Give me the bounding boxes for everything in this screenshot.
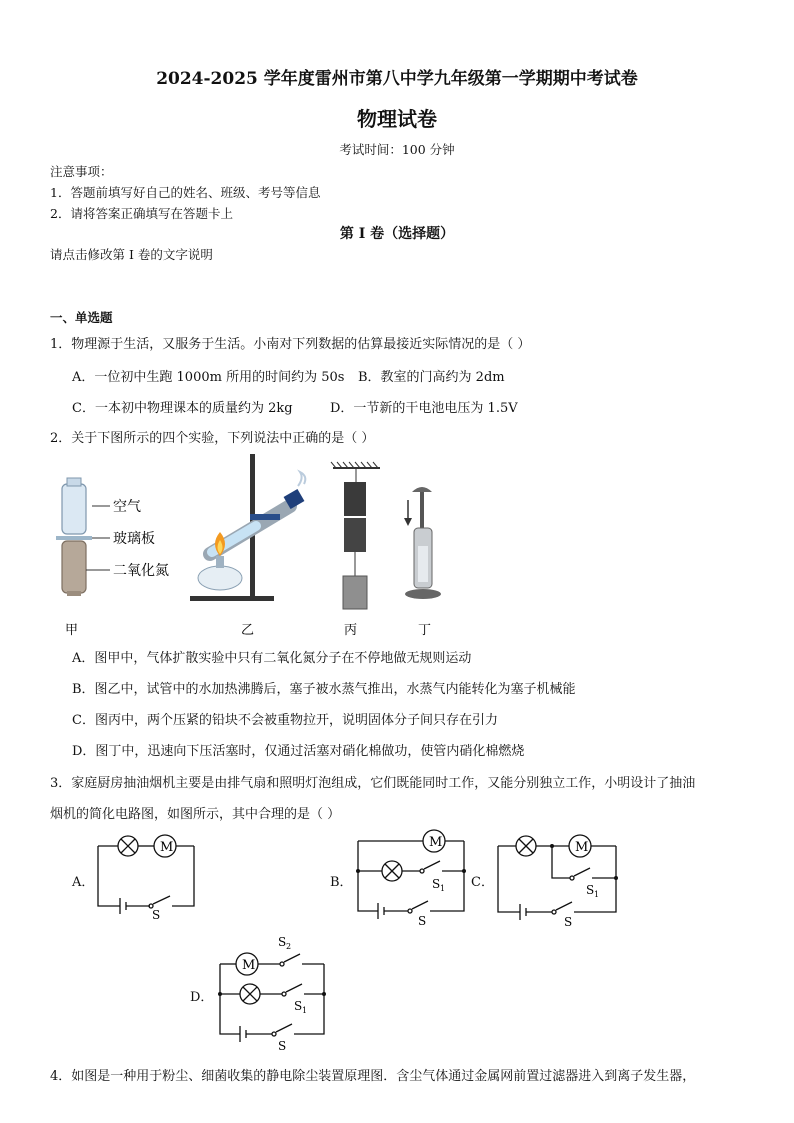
label-yi: 乙 <box>241 623 255 638</box>
q3-option-b-label: B． <box>330 875 353 890</box>
notes-item-2: 2．请将答案正确填写在答题卡上 <box>50 206 233 221</box>
switch-s2-subscript: 2 <box>286 942 292 951</box>
motor-label: M <box>575 840 589 855</box>
notes-heading: 注意事项： <box>50 164 113 179</box>
paper-title: 2024-2025 学年度雷州市第八中学九年级第一学期期中考试卷 <box>156 69 638 89</box>
q2-option-b: B．图乙中，试管中的水加热沸腾后，塞子被水蒸气推出，水蒸气内能转化为塞子机械能 <box>72 682 576 697</box>
q1-stem: 1．物理源于生活，又服务于生活。小南对下列数据的估算最接近实际情况的是（ ） <box>50 337 531 352</box>
label-ding: 丁 <box>418 623 432 638</box>
q3-option-d-label: D． <box>190 990 214 1005</box>
q2-option-d: D．图丁中，迅速向下压活塞时，仅通过活塞对硝化棉做功，使管内硝化棉燃烧 <box>72 744 525 759</box>
q1-option-b: B．教室的门高约为 2dm <box>358 370 505 385</box>
label-air: 空气 <box>113 499 141 515</box>
q3-stem-line1: 3．家庭厨房抽油烟机主要是由排气扇和照明灯泡组成，它们既能同时工作，又能分别独立工作，小明设计了抽油 <box>50 776 696 791</box>
section1-title: 一、单选题 <box>50 310 113 325</box>
switch-s1-label: S <box>586 883 595 897</box>
q3-stem-line2: 烟机的简化电路图，如图所示，其中合理的是（ ） <box>50 807 341 822</box>
label-jia: 甲 <box>65 623 79 638</box>
switch-s-label: S <box>418 914 427 925</box>
label-no2: 二氧化氮 <box>113 563 169 579</box>
q2-option-c: C．图丙中，两个压紧的铅块不会被重物拉开，说明固体分子间只存在引力 <box>72 713 498 728</box>
label-glass: 玻璃板 <box>113 531 155 547</box>
exam-time: 考试时间：100 分钟 <box>339 142 455 157</box>
switch-s1-label: S <box>432 877 441 891</box>
switch-s1-subscript: 1 <box>302 1006 308 1015</box>
part1-title: 第 I 卷（选择题） <box>339 226 455 242</box>
switch-s-label: S <box>278 1039 287 1053</box>
switch-s1-label: S <box>294 999 303 1013</box>
label-bing: 丙 <box>344 623 358 638</box>
motor-label: M <box>160 840 174 855</box>
diffusion-apparatus <box>56 478 169 596</box>
q2-experiments-figure <box>50 448 480 644</box>
q4-stem: 4．如图是一种用于粉尘、细菌收集的静电除尘装置原理图．含尘气体通过金属网前置过滤器进入到离子发生器， <box>50 1069 696 1084</box>
switch-s1-subscript: 1 <box>440 884 446 893</box>
part1-desc: 请点击修改第 I 卷的文字说明 <box>50 247 213 262</box>
q1-option-a: A．一位初中生跑 1000m 所用的时间约为 50s <box>72 370 345 385</box>
q3-option-c-label: C． <box>471 875 494 890</box>
circuit-d <box>210 930 335 1055</box>
notes-item-1: 1．答题前填写好自己的姓名、班级、考号等信息 <box>50 185 321 200</box>
q3-option-a-label: A． <box>72 875 95 890</box>
compression-apparatus <box>404 487 441 599</box>
switch-s-label: S <box>152 908 161 920</box>
q2-option-a: A．图甲中，气体扩散实验中只有二氧化氮分子在不停地做无规则运动 <box>72 651 472 666</box>
circuit-c <box>490 826 622 926</box>
lead-blocks-apparatus <box>331 462 380 609</box>
switch-s-label: S <box>564 915 573 926</box>
q2-stem: 2．关于下图所示的四个实验，下列说法中正确的是（ ） <box>50 431 375 446</box>
q1-option-d: D．一节新的干电池电压为 1.5V <box>330 401 518 416</box>
circuit-a <box>90 830 210 920</box>
circuit-b <box>348 825 473 925</box>
switch-s2-label: S <box>278 935 287 949</box>
q1-option-c: C．一本初中物理课本的质量约为 2kg <box>72 401 293 416</box>
motor-label: M <box>429 835 443 850</box>
test-tube-apparatus <box>190 454 305 601</box>
paper-subtitle: 物理试卷 <box>357 107 437 131</box>
motor-label: M <box>242 958 256 973</box>
switch-s1-subscript: 1 <box>594 890 600 899</box>
